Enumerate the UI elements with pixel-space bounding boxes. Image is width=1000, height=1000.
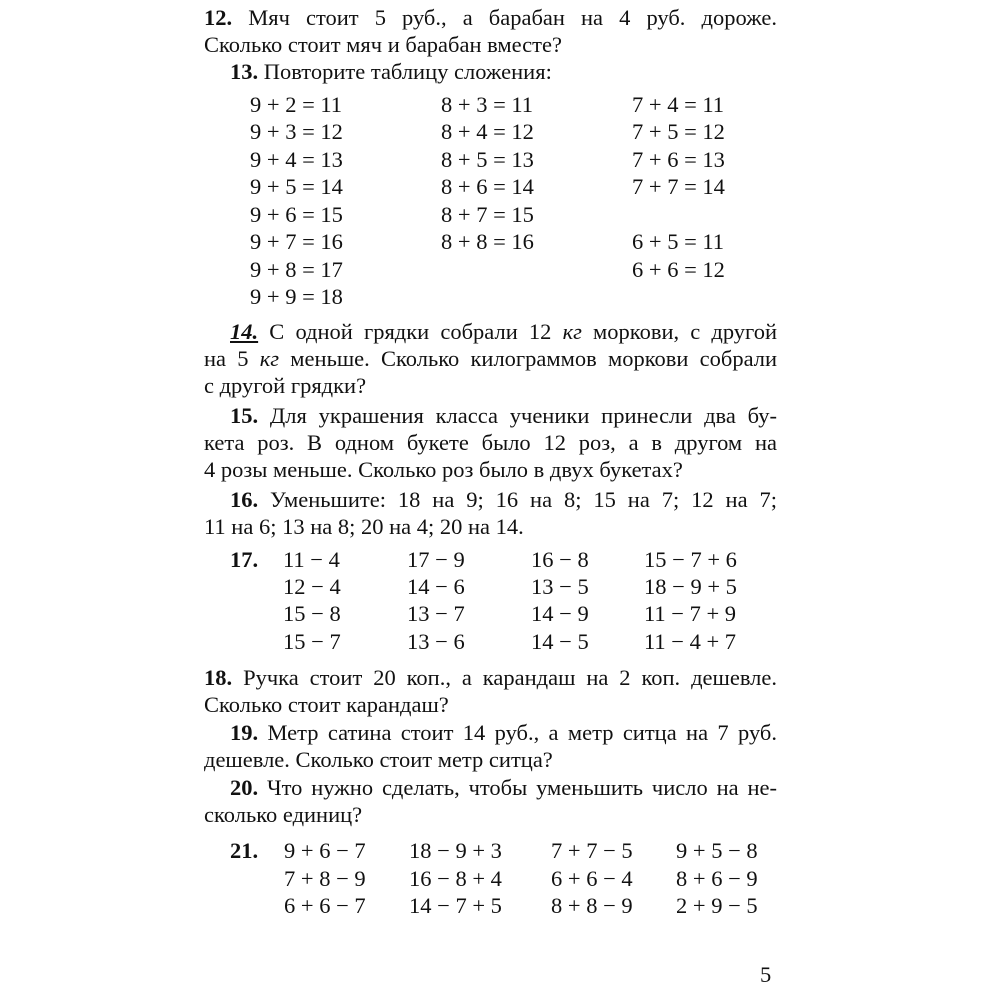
problem-14-line-2 (204, 345, 777, 372)
problem-17-number: 17. (230, 547, 259, 572)
expression: 6 + 6 − 4 (551, 866, 633, 891)
problem-18-text-1: Ручка стоит 20 коп., а карандаш на 2 коп. дешевле. (243, 665, 778, 690)
addition-fact: 9 + 6 = 15 (250, 202, 343, 227)
problem-14-unit-1: кг (562, 319, 582, 344)
addition-fact: 6 + 5 = 11 (632, 229, 725, 254)
expression: 16 − 8 (531, 547, 589, 572)
addition-fact: 8 + 8 = 16 (441, 229, 534, 254)
expression: 14 − 7 + 5 (409, 893, 502, 918)
expression: 14 − 6 (407, 574, 465, 599)
problem-12-line-1 (204, 4, 777, 31)
expression: 18 − 9 + 3 (409, 838, 502, 863)
problem-15-line-2: кета роз. В одном букете было 12 роз, а в другом на (204, 430, 777, 455)
expression: 9 + 5 − 8 (676, 838, 758, 863)
addition-fact: 8 + 7 = 15 (441, 202, 534, 227)
expression: 17 − 9 (407, 547, 465, 572)
addition-fact: 8 + 5 = 13 (441, 147, 534, 172)
problem-20-line-1 (230, 774, 777, 801)
expression: 13 − 5 (531, 574, 589, 599)
addition-fact: 9 + 4 = 13 (250, 147, 343, 172)
expression: 7 + 7 − 5 (551, 838, 633, 863)
expression: 6 + 6 − 7 (284, 893, 366, 918)
expression: 15 − 8 (283, 601, 341, 626)
problem-12-line-2: Сколько стоит мяч и барабан вместе? (204, 32, 562, 57)
problem-21-number: 21. (230, 838, 259, 863)
addition-fact: 9 + 5 = 14 (250, 174, 343, 199)
problem-19-line-1 (230, 719, 777, 746)
expression: 15 − 7 + 6 (644, 547, 737, 572)
problem-14-text-2b: меньше. Сколько килограммов моркови собрали (290, 346, 778, 371)
problem-18-line-2: Сколько стоит карандаш? (204, 692, 449, 717)
addition-fact: 9 + 2 = 11 (250, 92, 343, 117)
problem-13-text: Повторите таблицу сложения: (263, 59, 552, 84)
expression: 11 − 7 + 9 (644, 601, 737, 626)
expression: 18 − 9 + 5 (644, 574, 737, 599)
problem-13-number: 13. (230, 59, 259, 84)
addition-fact: 7 + 5 = 12 (632, 119, 725, 144)
problem-14-text-1a: С одной грядки собрали 12 (269, 319, 552, 344)
problem-19-text-1: Метр сатина стоит 14 руб., а метр ситца на 7 руб. (267, 720, 777, 745)
problem-13-line-1 (230, 58, 552, 85)
problem-20-line-2: сколько единиц? (204, 802, 363, 827)
page-number: 5 (760, 962, 772, 987)
problem-15-text-1: Для украшения класса ученики принесли два бу- (269, 403, 777, 428)
problem-14-line-1 (230, 318, 777, 345)
addition-fact: 9 + 7 = 16 (250, 229, 343, 254)
problem-18-number: 18. (204, 665, 233, 690)
problem-18-line-1 (204, 664, 777, 691)
addition-fact: 9 + 8 = 17 (250, 257, 343, 282)
expression: 8 + 6 − 9 (676, 866, 758, 891)
problem-19-line-2: дешевле. Сколько стоит метр ситца? (204, 747, 553, 772)
problem-14-text-2a: на 5 (204, 346, 249, 371)
addition-fact: 7 + 7 = 14 (632, 174, 725, 199)
addition-fact: 8 + 4 = 12 (441, 119, 534, 144)
addition-fact: 9 + 3 = 12 (250, 119, 343, 144)
problem-15-line-1 (230, 402, 777, 429)
problem-20-text-1: Что нужно сделать, чтобы уменьшить число на не- (266, 775, 777, 800)
problem-16-line-1 (230, 486, 777, 513)
expression: 12 − 4 (283, 574, 341, 599)
problem-14-text-1b: моркови, с другой (593, 319, 778, 344)
problem-19-number: 19. (230, 720, 259, 745)
problem-15-number: 15. (230, 403, 259, 428)
expression: 15 − 7 (283, 629, 341, 654)
expression: 14 − 9 (531, 601, 589, 626)
addition-fact: 7 + 6 = 13 (632, 147, 725, 172)
expression: 16 − 8 + 4 (409, 866, 502, 891)
addition-fact: 9 + 9 = 18 (250, 284, 343, 309)
problem-16-number: 16. (230, 487, 259, 512)
problem-14-unit-2: кг (259, 346, 280, 371)
expression: 2 + 9 − 5 (676, 893, 758, 918)
problem-20-number: 20. (230, 775, 259, 800)
expression: 13 − 7 (407, 601, 465, 626)
problem-15-line-3: 4 розы меньше. Сколько роз было в двух букетах? (204, 457, 683, 482)
problem-14-line-3: с другой грядки? (204, 373, 367, 398)
expression: 8 + 8 − 9 (551, 893, 633, 918)
problem-16-text-1: Уменьшите: 18 на 9; 16 на 8; 15 на 7; 12 на 7; (270, 487, 777, 512)
addition-fact: 7 + 4 = 11 (632, 92, 725, 117)
addition-fact: 8 + 6 = 14 (441, 174, 534, 199)
expression: 9 + 6 − 7 (284, 838, 366, 863)
problem-12-text-1: Мяч стоит 5 руб., а барабан на 4 руб. дороже. (248, 5, 778, 30)
addition-fact: 6 + 6 = 12 (632, 257, 725, 282)
problem-12-number: 12. (204, 5, 233, 30)
addition-fact: 8 + 3 = 11 (441, 92, 534, 117)
problem-14-number: 14. (230, 319, 259, 344)
expression: 7 + 8 − 9 (284, 866, 366, 891)
problem-16-line-2: 11 на 6; 13 на 8; 20 на 4; 20 на 14. (204, 514, 524, 539)
expression: 14 − 5 (531, 629, 589, 654)
expression: 13 − 6 (407, 629, 465, 654)
expression: 11 − 4 + 7 (644, 629, 737, 654)
expression: 11 − 4 (283, 547, 340, 572)
